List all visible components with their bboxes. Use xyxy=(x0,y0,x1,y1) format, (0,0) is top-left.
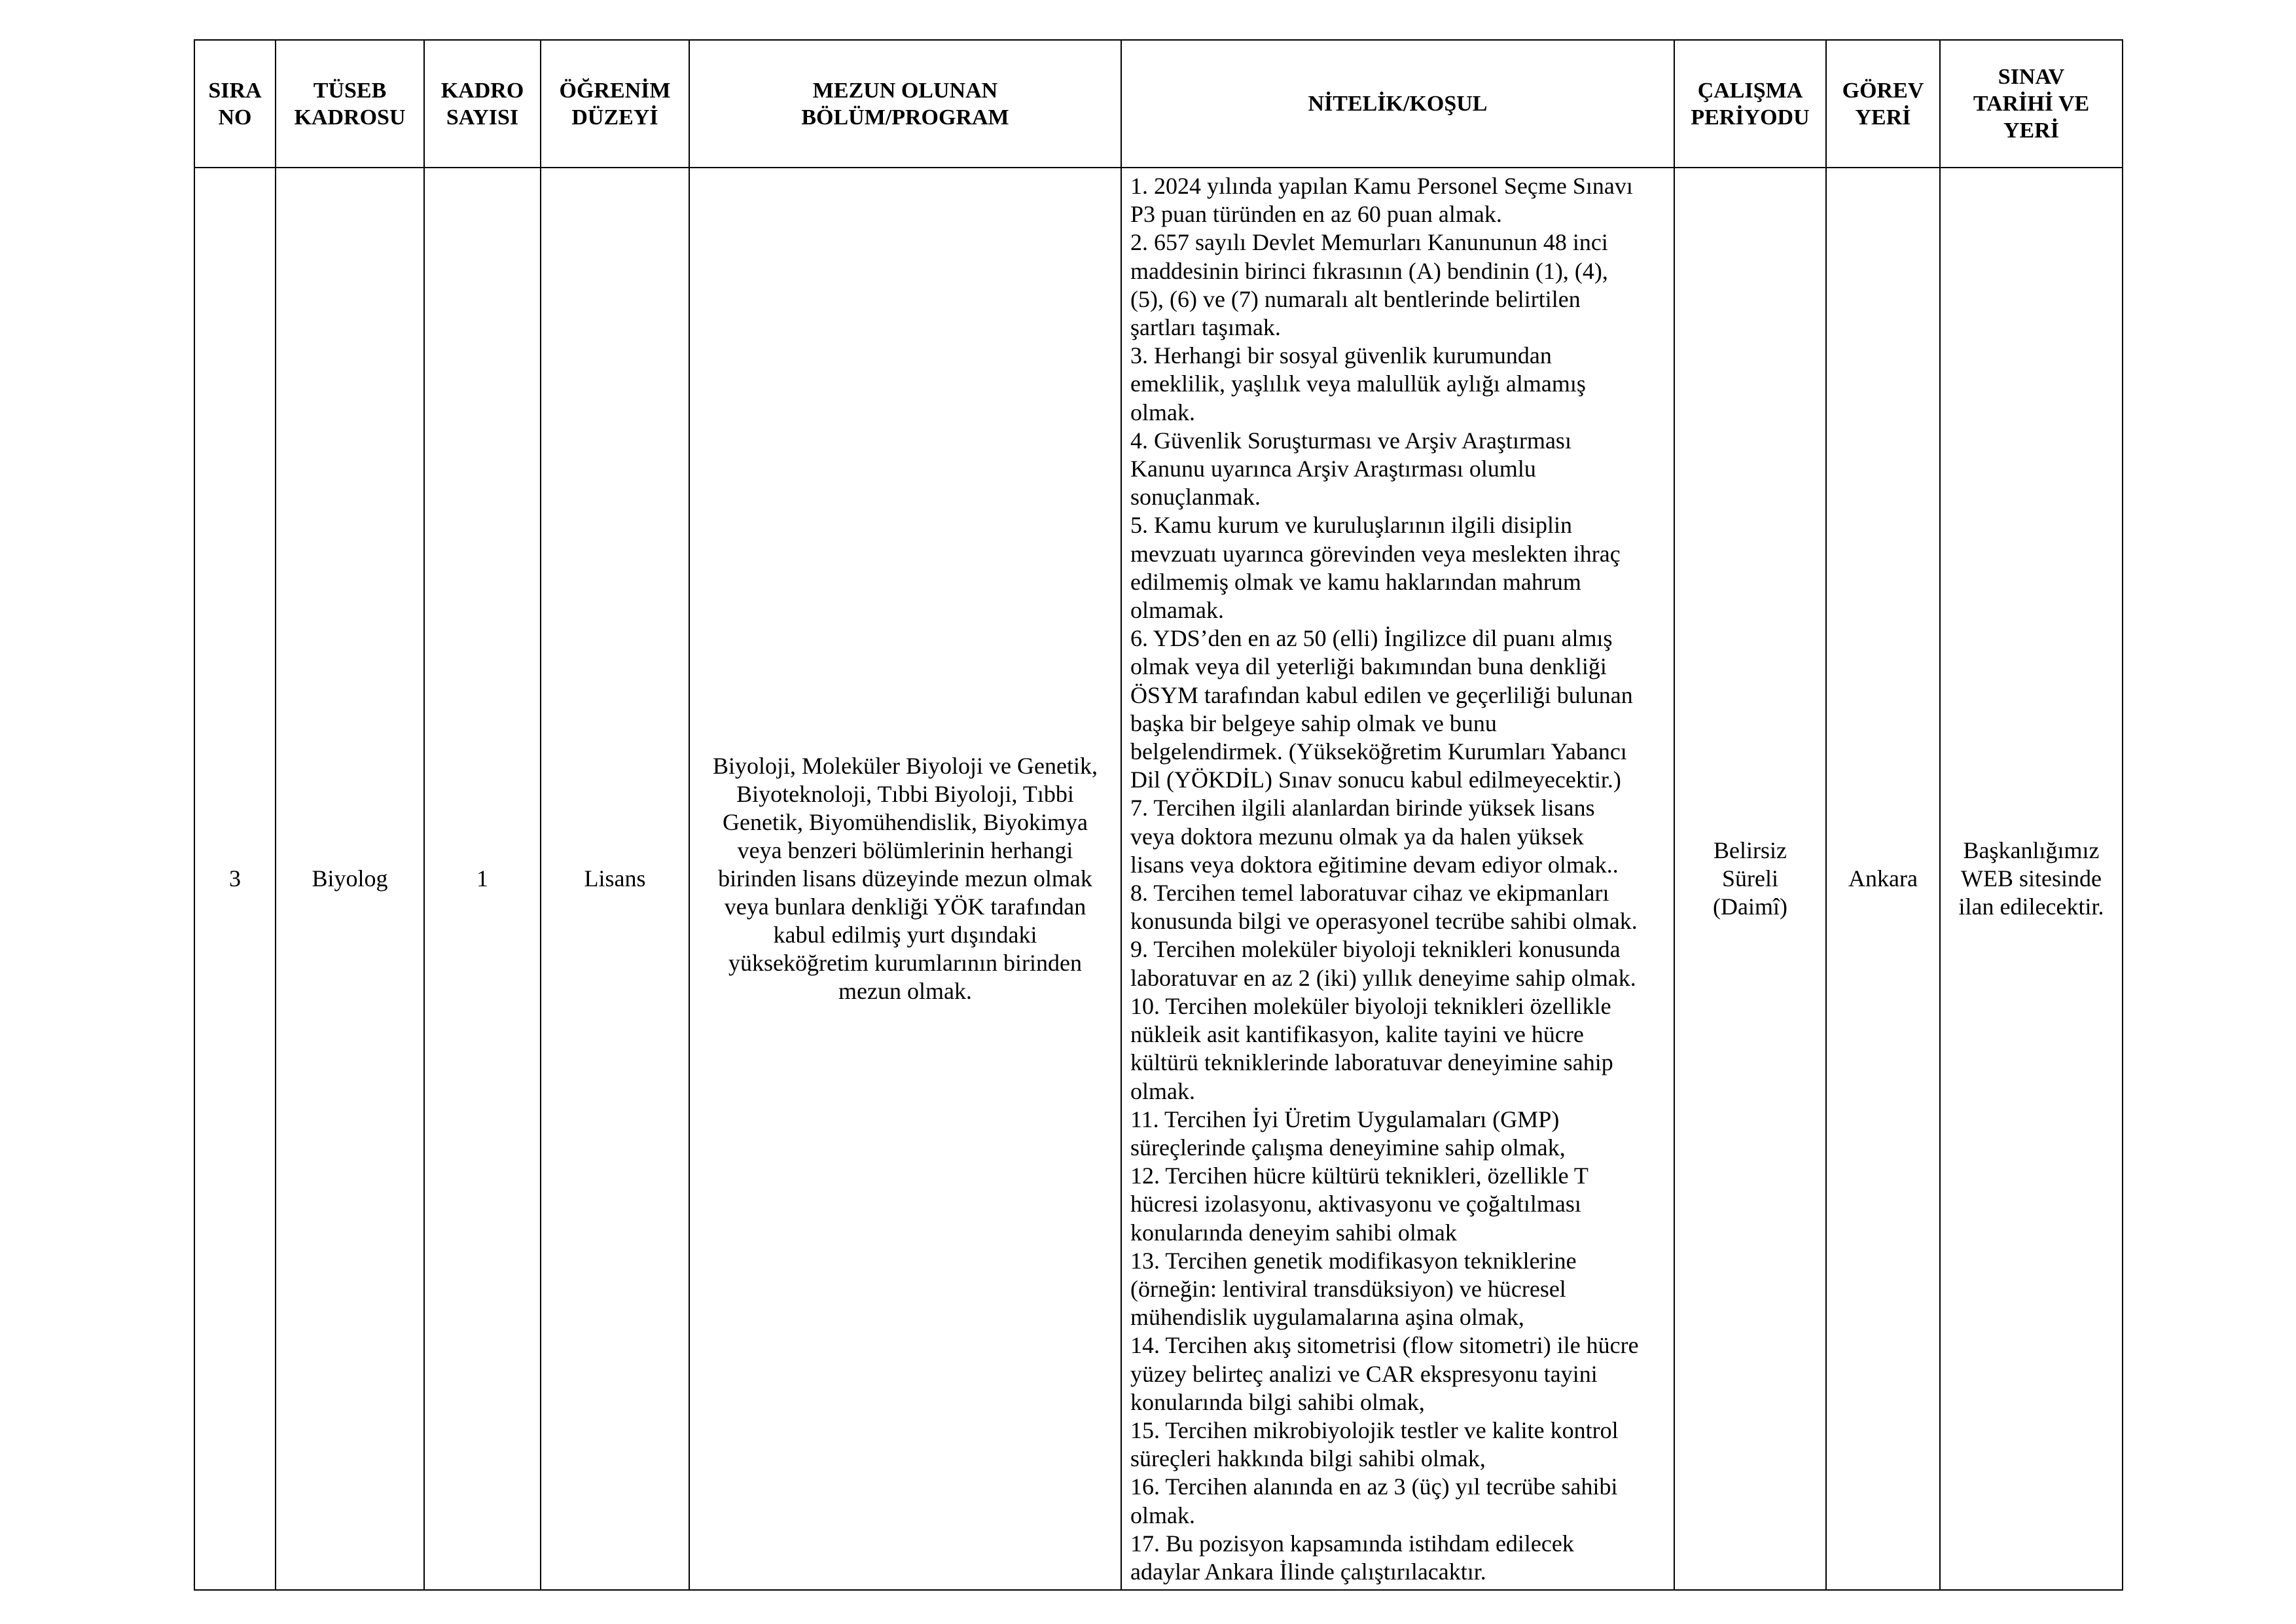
text-line: SAYISI xyxy=(446,105,519,130)
cell-sira-no: 3 xyxy=(194,168,276,1590)
text-line: 17. Bu pozisyon kapsamında istihdam edilecek xyxy=(1130,1530,1574,1557)
text-line: 13. Tercihen genetik modifikasyon tekniklerine xyxy=(1130,1247,1577,1274)
text-line: konularında bilgi sahibi olmak, xyxy=(1130,1388,1425,1415)
text-line: konusunda bilgi ve operasyonel tecrübe sahibi olmak. xyxy=(1130,908,1638,935)
text-line: olmak. xyxy=(1130,399,1195,425)
header-ogrenim-duzeyi xyxy=(541,40,689,168)
text-line: sonuçlanmak. xyxy=(1130,484,1261,511)
table-row xyxy=(194,168,2123,1590)
text-line: maddesinin birinci fıkrasının (A) bendinin (1), (4), xyxy=(1130,257,1608,284)
text-line: 4. Güvenlik Soruşturması ve Arşiv Araştırması xyxy=(1130,427,1571,454)
header-kadro-sayisi xyxy=(424,40,541,168)
text-line: 2. 657 sayılı Devlet Memurları Kanununun 48 inci xyxy=(1130,229,1608,256)
text-line: P3 puan türünden en az 60 puan almak. xyxy=(1130,201,1502,228)
text-line: emeklilik, yaşlılık veya malullük aylığı almamış xyxy=(1130,370,1586,397)
text-line: ÖSYM tarafından kabul edilen ve geçerliliği bulunan xyxy=(1130,681,1633,708)
header-sira-no xyxy=(194,40,276,168)
text-line: 7. Tercihen ilgili alanlardan birinde yüksek lisans xyxy=(1130,795,1595,821)
text-line: yüzey belirteç analizi ve CAR ekspresyonu tayini xyxy=(1130,1360,1598,1387)
text-line: 8. Tercihen temel laboratuvar cihaz ve ekipmanları xyxy=(1130,880,1609,907)
text-line: Biyoloji, Moleküler Biyoloji ve Genetik, xyxy=(713,753,1098,779)
header-mezun-olunan xyxy=(689,40,1121,168)
header-sinav-tarihi xyxy=(1940,40,2123,168)
text-line: 5. Kamu kurum ve kuruluşlarının ilgili disiplin xyxy=(1130,512,1572,539)
cell-kadro-sayisi: 1 xyxy=(424,168,541,1590)
text-line: YERİ xyxy=(2003,118,2060,143)
text-line: veya benzeri bölümlerinin herhangi xyxy=(737,837,1073,863)
text-line: TARİHİ VE xyxy=(1973,92,2090,116)
text-line: birinden lisans düzeyinde mezun olmak xyxy=(718,865,1092,892)
text-line: 14. Tercihen akış sitometrisi (flow sitometri) ile hücre xyxy=(1130,1332,1639,1359)
text-line: Biyoteknoloji, Tıbbi Biyoloji, Tıbbi xyxy=(736,781,1074,807)
cell-nitelik-kosul xyxy=(1121,168,1674,1590)
text-line: 10. Tercihen moleküler biyoloji teknikleri özellikle xyxy=(1130,992,1611,1019)
header-calisma-periyodu xyxy=(1674,40,1826,168)
text-line: (Daimî) xyxy=(1713,893,1787,920)
text-line: BÖLÜM/PROGRAM xyxy=(801,105,1009,130)
text-line: adaylar Ankara İlinde çalıştırılacaktır. xyxy=(1130,1558,1486,1585)
text-line: mezun olmak. xyxy=(838,978,972,1004)
header-row xyxy=(194,40,2123,168)
text-line: Belirsiz xyxy=(1713,837,1787,863)
text-line: NO xyxy=(218,105,252,130)
text-line: KADROSU xyxy=(294,105,406,130)
text-line: veya bunlara denkliği YÖK tarafından xyxy=(724,893,1086,920)
text-line: mevzuatı uyarınca görevinden veya meslekten ihraç xyxy=(1130,540,1621,567)
text-line: süreçleri hakkında bilgi sahibi olmak, xyxy=(1130,1445,1486,1472)
text-line: 11. Tercihen İyi Üretim Uygulamaları (GMP) xyxy=(1130,1106,1560,1132)
text-line: konularında deneyim sahibi olmak xyxy=(1130,1219,1457,1246)
text-line: Dil (YÖKDİL) Sınav sonucu kabul edilmeyecektir.) xyxy=(1130,767,1621,793)
job-listing-table xyxy=(194,39,2123,1591)
text-line: KADRO xyxy=(440,78,524,103)
text-line: başka bir belgeye sahip olmak ve bunu xyxy=(1130,710,1497,736)
text-line: laboratuvar en az 2 (iki) yıllık deneyime sahip olmak. xyxy=(1130,964,1636,991)
text-line: 6. YDS’den en az 50 (elli) İngilizce dil puanı almış xyxy=(1130,625,1613,652)
text-line: YERİ xyxy=(1855,105,1911,130)
text-line: lisans veya doktora eğitimine devam ediyor olmak.. xyxy=(1130,851,1619,878)
text-line: WEB sitesinde xyxy=(1961,865,2102,892)
text-line: kabul edilmiş yurt dışındaki xyxy=(773,922,1037,948)
text-line: süreçlerinde çalışma deneyimine sahip olmak, xyxy=(1130,1134,1566,1161)
text-line: olmamak. xyxy=(1130,597,1224,624)
text-line: olmak veya dil yeterliği bakımından buna denkliği xyxy=(1130,653,1607,680)
cell-ogrenim-duzeyi: Lisans xyxy=(541,168,689,1590)
text-line: mühendislik uygulamalarına aşina olmak, xyxy=(1130,1304,1524,1331)
text-line: olmak. xyxy=(1130,1502,1195,1528)
text-line: 12. Tercihen hücre kültürü teknikleri, özellikle T xyxy=(1130,1163,1588,1189)
cell-calisma-periyodu xyxy=(1674,168,1826,1590)
text-line: MEZUN OLUNAN xyxy=(812,78,998,103)
text-line: 16. Tercihen alanında en az 3 (üç) yıl tecrübe sahibi xyxy=(1130,1473,1618,1500)
text-line: DÜZEYİ xyxy=(571,105,658,130)
text-line: 1. 2024 yılında yapılan Kamu Personel Seçme Sınavı xyxy=(1130,173,1633,199)
header-tuseb-kadrosu xyxy=(276,40,424,168)
cell-mezun-olunan xyxy=(689,168,1121,1590)
text-line: SIRA xyxy=(208,78,262,103)
text-line: yükseköğretim kurumlarının birinden xyxy=(728,950,1082,976)
header-gorev-yeri xyxy=(1826,40,1940,168)
text-line: Başkanlığımız xyxy=(1963,837,2100,863)
text-line: 3. Herhangi bir sosyal güvenlik kurumundan xyxy=(1130,342,1552,369)
cell-sinav-tarihi xyxy=(1940,168,2123,1590)
text-line: Kanunu uyarınca Arşiv Araştırması olumlu xyxy=(1130,456,1536,482)
text-line: PERİYODU xyxy=(1691,105,1810,130)
text-line: ilan edilecektir. xyxy=(1958,893,2104,920)
cell-tuseb-kadrosu: Biyolog xyxy=(276,168,424,1590)
text-line: NİTELİK/KOŞUL xyxy=(1308,92,1488,116)
text-line: kültürü tekniklerinde laboratuvar deneyimine sahip xyxy=(1130,1049,1613,1076)
text-line: edilmemiş olmak ve kamu haklarından mahrum xyxy=(1130,568,1581,595)
text-line: 15. Tercihen mikrobiyolojik testler ve kalite kontrol xyxy=(1130,1416,1619,1443)
text-line: (5), (6) ve (7) numaralı alt bentlerinde belirtilen xyxy=(1130,285,1581,312)
header-nitelik-kosul xyxy=(1121,40,1674,168)
text-line: veya doktora mezunu olmak ya da halen yüksek xyxy=(1130,823,1584,850)
text-line: hücresi izolasyonu, aktivasyonu ve çoğaltılması xyxy=(1130,1191,1581,1218)
text-line: SINAV xyxy=(1998,65,2065,89)
cell-gorev-yeri: Ankara xyxy=(1826,168,1940,1590)
text-line: nükleik asit kantifikasyon, kalite tayini ve hücre xyxy=(1130,1021,1584,1048)
text-line: Genetik, Biyomühendislik, Biyokimya xyxy=(723,809,1088,835)
text-line: (örneğin: lentiviral transdüksiyon) ve hücresel xyxy=(1130,1275,1566,1302)
text-line: TÜSEB xyxy=(313,78,387,103)
text-line: GÖREV xyxy=(1842,78,1924,103)
text-line: 9. Tercihen moleküler biyoloji teknikleri konusunda xyxy=(1130,936,1621,963)
text-line: ÖĞRENİM xyxy=(559,78,671,103)
text-line: olmak. xyxy=(1130,1077,1195,1104)
text-line: ÇALIŞMA xyxy=(1697,78,1803,103)
text-line: Süreli xyxy=(1722,865,1778,892)
text-line: belgelendirmek. (Yükseköğretim Kurumları Yabancı xyxy=(1130,738,1627,765)
text-line: şartları taşımak. xyxy=(1130,314,1281,341)
